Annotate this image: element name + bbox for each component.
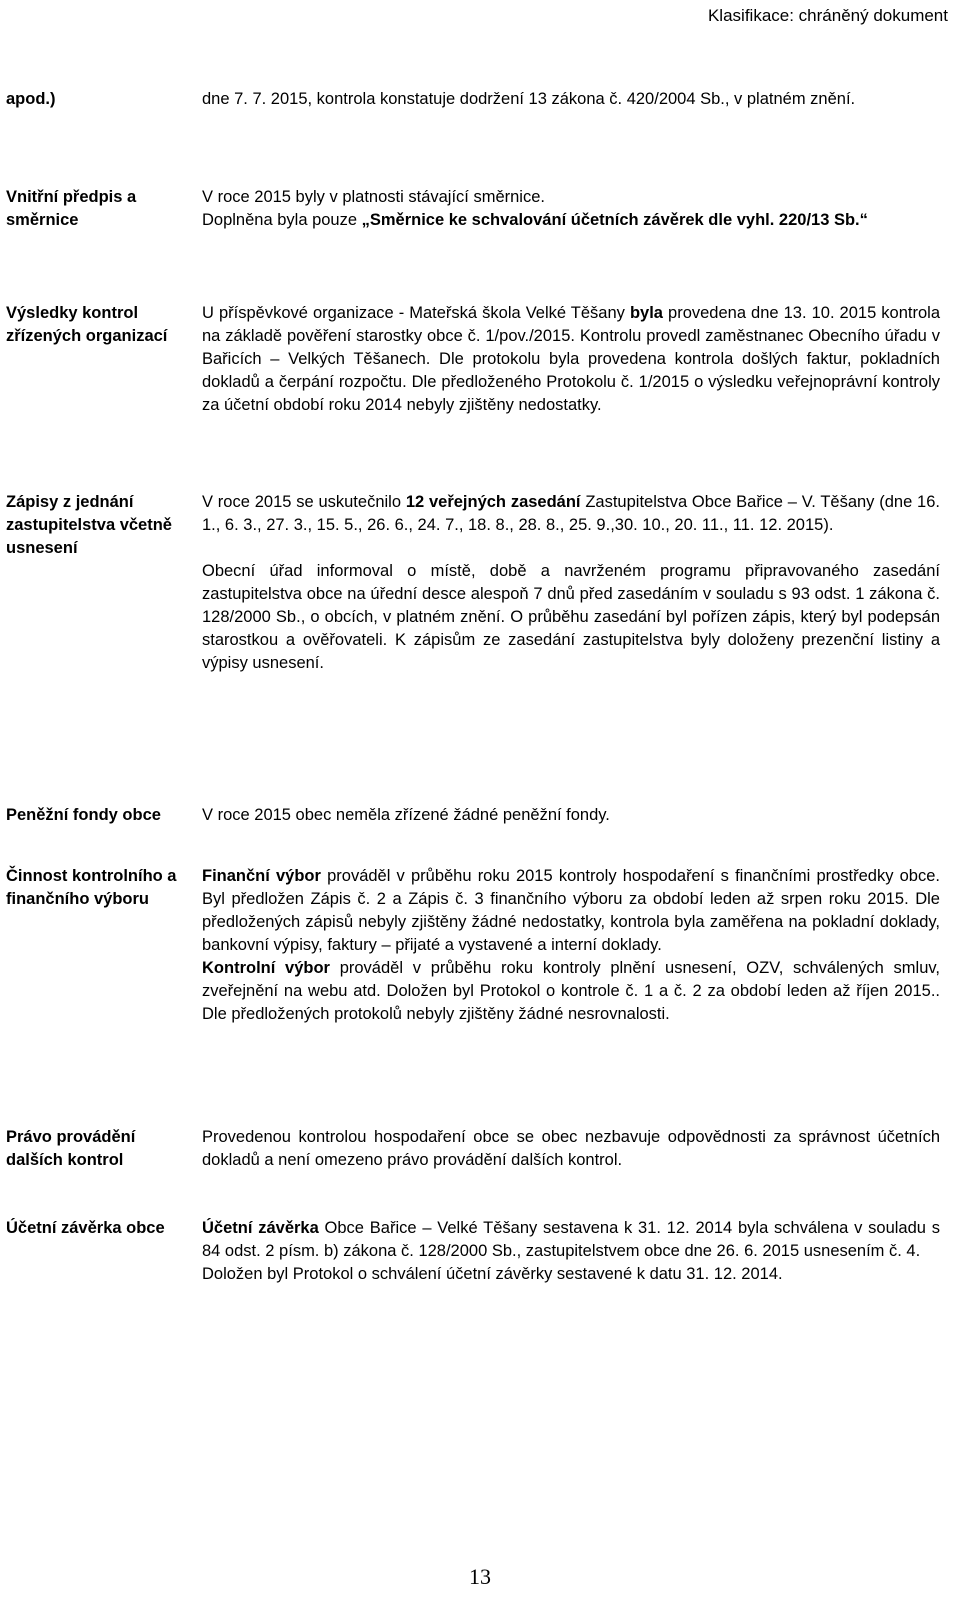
section-label: Výsledky kontrol zřízených organizací: [6, 304, 168, 345]
section-label: Vnitřní předpis a směrnice: [6, 188, 137, 229]
text-span: Obce Bařice – Velké Těšany sestavena k 31. 12. 2014 byla schválena v souladu s 84 odst. 2 písm. b) zákona č. 128/2000 Sb., zastupitelstvem obce dne 26. 6. 2015 usnesením č. 4.: [202, 1219, 940, 1260]
bold-text: Finanční výbor: [202, 867, 321, 885]
section-text: [202, 1217, 940, 1286]
text-span: provedena dne 13. 10. 2015 kontrola na základě pověření starostky obce č. 1/pov./2015. Kontrolu provedl zaměstnanec Obecního úřadu v Bařicích – Velkých Těšanech. Dle protokolu byla provedena kontrola došlých faktur, pokladních dokladů a čerpání rozpočtu. Dle předloženého Protokolu č. 1/2015 o výsledku veřejnoprávní kontroly za účetní období roku 2014 nebyly zjištěny nedostatky.: [202, 304, 941, 414]
section-label: Účetní závěrka obce: [6, 1219, 165, 1237]
section-text: [202, 302, 940, 417]
section-text: [202, 88, 940, 111]
paragraph: [202, 1217, 940, 1263]
bold-text: Účetní závěrka: [202, 1219, 319, 1237]
paragraph: Doložen byl Protokol o schválení účetní závěrky sestavené k datu 31. 12. 2014.: [202, 1265, 783, 1283]
section-label: apod.): [6, 90, 56, 108]
classification-label: Klasifikace: chráněný dokument: [707, 6, 948, 25]
paragraph: [202, 865, 940, 957]
text-span: Doplněna byla pouze: [202, 211, 362, 229]
paragraph: [202, 302, 940, 417]
paragraph: Obecní úřad informoval o místě, době a navrženém programu připravovaného zasedání zastupitelstva obce na úřední desce alespoň 7 dnů před zasedáním v souladu s 93 odst. 1 zákona č. 128/2000 Sb., o obcích, v platném znění. O průběhu zasedání byl pořízen zápis, který byl podepsán starostkou a ověřovateli. K zápisům ze zasedání zastupitelstva byly doloženy prezenční listiny a výpisy usnesení.: [202, 562, 940, 672]
section-label: Peněžní fondy obce: [6, 806, 161, 824]
paragraph: dne 7. 7. 2015, kontrola konstatuje dodržení 13 zákona č. 420/2004 Sb., v platném znění.: [202, 90, 856, 108]
section-text: [202, 491, 940, 675]
text-span: V roce 2015 se uskutečnilo: [202, 493, 406, 511]
paragraph: Provedenou kontrolou hospodaření obce se obec nezbavuje odpovědnosti za správnost účetních dokladů a není omezeno právo provádění dalších kontrol.: [202, 1128, 940, 1169]
paragraph: V roce 2015 obec neměla zřízené žádné peněžní fondy.: [202, 806, 610, 824]
text-span: prováděl v průběhu roku kontroly plnění usnesení, OZV, schválených smluv, zveřejnění na webu atd. Doložen byl Protokol o kontrole č. 1 a č. 2 za období leden až říjen 2015.. Dle předložených protokolů nebyly zjištěny žádné nesrovnalosti.: [202, 959, 940, 1023]
bold-text: 12 veřejných zasedání: [405, 493, 581, 511]
section-label: Zápisy z jednání zastupitelstva včetně usnesení: [6, 493, 172, 557]
bold-text: Kontrolní výbor: [202, 959, 330, 977]
paragraph: V roce 2015 byly v platnosti stávající směrnice.: [202, 188, 545, 206]
paragraph: [202, 491, 940, 537]
section-text: [202, 186, 940, 232]
section-text: [202, 804, 940, 827]
section-label: Činnost kontrolního a finančního výboru: [6, 867, 177, 908]
text-span: prováděl v průběhu roku 2015 kontroly hospodaření s finančními prostředky obce. Byl předložen Zápis č. 2 a Zápis č. 3 finančního výboru za období leden až srpen roku 2015. Dle předložených zápisů nebyly zjištěny žádné nedostatky, kontrola byla zaměřena na pokladní doklady, bankovní výpisy, faktury – přijaté a vystavené a interní doklady.: [202, 867, 940, 954]
section-text: [202, 865, 940, 1026]
bold-text: „Směrnice ke schvalování účetních závěrek dle vyhl. 220/13 Sb.“: [361, 211, 868, 229]
bold-text: byla: [629, 304, 663, 322]
paragraph: [202, 957, 940, 1026]
paragraph: [202, 209, 940, 232]
section-label: Právo provádění dalších kontrol: [6, 1128, 136, 1169]
text-span: Zastupitelstva Obce Bařice – V. Těšany (dne 16. 1., 6. 3., 27. 3., 15. 5., 26. 6., 24. 7., 18. 8., 28. 8., 25. 9.,30. 10., 20. 11., 11. 12. 2015).: [202, 493, 940, 534]
text-span: U příspěvkové organizace - Mateřská škola Velké Těšany: [202, 304, 630, 322]
page-number: 13: [469, 1564, 491, 1589]
section-text: [202, 1126, 940, 1172]
